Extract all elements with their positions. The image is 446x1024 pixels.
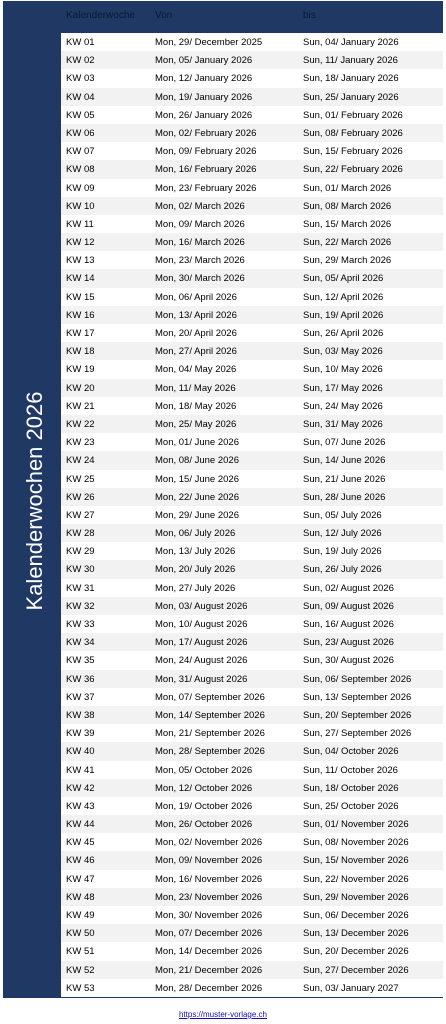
row-to: Sun, 29/ March 2026: [303, 255, 392, 267]
row-to: Sun, 15/ March 2026: [303, 218, 392, 230]
row-from: Mon, 16/ November 2026: [155, 873, 263, 885]
row-to: Sun, 24/ May 2026: [303, 400, 383, 412]
row-to: Sun, 08/ November 2026: [303, 837, 409, 849]
row-week: KW 05: [66, 109, 95, 121]
table-row: [61, 579, 443, 597]
row-week: KW 49: [66, 910, 95, 921]
row-to: Sun, 10/ May 2026: [303, 364, 383, 376]
row-from: Mon, 01/ June 2026: [155, 437, 239, 449]
row-week: KW 18: [66, 346, 95, 358]
row-from: Mon, 23/ February 2026: [155, 182, 257, 194]
table-row: [61, 651, 443, 669]
row-to: Sun, 25/ October 2026: [303, 800, 399, 812]
row-from: Mon, 12/ October 2026: [155, 782, 253, 794]
header-to: bis: [303, 10, 316, 21]
row-week: KW 52: [66, 964, 95, 976]
row-to: Sun, 13/ December 2026: [303, 928, 409, 940]
sidebar-title: Kalenderwochen 2026: [22, 391, 47, 611]
table-row: [61, 815, 443, 833]
row-week: KW 47: [66, 873, 95, 885]
row-week: KW 39: [66, 728, 95, 740]
row-from: Mon, 20/ April 2026: [155, 328, 237, 339]
row-to: Sun, 05/ July 2026: [303, 509, 382, 521]
row-week: KW 24: [66, 455, 95, 467]
table-row: [61, 51, 443, 69]
row-week: KW 26: [66, 491, 95, 503]
row-from: Mon, 13/ April 2026: [155, 309, 237, 321]
row-from: Mon, 09/ March 2026: [155, 218, 245, 230]
row-to: Sun, 03/ May 2026: [303, 346, 383, 358]
row-week: KW 40: [66, 746, 95, 758]
row-from: Mon, 21/ December 2026: [155, 964, 263, 976]
table-header: [61, 1, 443, 33]
row-to: Sun, 12/ April 2026: [303, 291, 384, 303]
row-from: Mon, 20/ July 2026: [155, 564, 236, 576]
row-from: Mon, 06/ July 2026: [155, 528, 236, 540]
row-week: KW 10: [66, 200, 95, 212]
row-to: Sun, 08/ March 2026: [303, 200, 392, 212]
row-to: Sun, 04/ October 2026: [303, 746, 399, 758]
row-from: Mon, 05/ October 2026: [155, 764, 253, 776]
row-week: KW 37: [66, 691, 95, 703]
row-to: Sun, 18/ October 2026: [303, 782, 399, 794]
row-to: Sun, 09/ August 2026: [303, 600, 394, 612]
table-row: [61, 942, 443, 960]
row-from: Mon, 21/ September 2026: [155, 728, 265, 740]
row-from: Mon, 30/ March 2026: [155, 273, 245, 285]
table-row: [61, 415, 443, 433]
table-row: [61, 33, 443, 51]
table-row: [61, 560, 443, 578]
table-row: [61, 779, 443, 797]
table-row: [61, 888, 443, 906]
row-from: Mon, 26/ October 2026: [155, 819, 253, 831]
table-row: [61, 706, 443, 724]
row-to: Sun, 01/ March 2026: [303, 182, 392, 194]
row-from: Mon, 23/ November 2026: [155, 891, 263, 903]
row-from: Mon, 16/ March 2026: [155, 237, 245, 249]
row-from: Mon, 09/ February 2026: [155, 146, 257, 158]
table-body: [61, 33, 443, 998]
table-row: [61, 470, 443, 488]
table-row: [61, 979, 443, 997]
row-week: KW 19: [66, 364, 95, 376]
table-row: [61, 851, 443, 869]
row-from: Mon, 07/ September 2026: [155, 691, 265, 703]
row-to: Sun, 02/ August 2026: [303, 582, 394, 594]
row-week: KW 42: [66, 782, 95, 794]
row-from: Mon, 28/ September 2026: [155, 746, 265, 758]
row-from: Mon, 23/ March 2026: [155, 255, 245, 267]
row-to: Sun, 19/ July 2026: [303, 546, 382, 558]
row-from: Mon, 27/ July 2026: [155, 582, 236, 594]
row-to: Sun, 05/ April 2026: [303, 273, 384, 285]
row-week: KW 50: [66, 928, 95, 940]
table-row: [61, 797, 443, 815]
table-row: [61, 688, 443, 706]
row-to: Sun, 16/ August 2026: [303, 619, 394, 630]
table-row: [61, 233, 443, 251]
table-row: [61, 597, 443, 615]
row-from: Mon, 19/ January 2026: [155, 91, 253, 103]
header-week: Kalenderwoche: [66, 10, 135, 21]
row-to: Sun, 08/ February 2026: [303, 127, 403, 139]
table-row: [61, 106, 443, 124]
row-week: KW 29: [66, 546, 95, 558]
row-week: KW 53: [66, 982, 95, 994]
row-to: Sun, 27/ September 2026: [303, 728, 412, 740]
table-row: [61, 542, 443, 560]
row-from: Mon, 18/ May 2026: [155, 400, 237, 412]
row-to: Sun, 06/ December 2026: [303, 910, 409, 921]
row-from: Mon, 05/ January 2026: [155, 55, 253, 67]
table-row: [61, 724, 443, 742]
header-from: Von: [155, 10, 173, 21]
row-from: Mon, 07/ December 2026: [155, 928, 263, 940]
row-week: KW 27: [66, 509, 95, 521]
table-row: [61, 670, 443, 688]
table-row: [61, 288, 443, 306]
table-row: [61, 451, 443, 469]
row-from: Mon, 13/ July 2026: [155, 546, 236, 558]
row-week: KW 32: [66, 600, 95, 612]
row-week: KW 51: [66, 946, 95, 958]
footer: [0, 1010, 446, 1019]
row-to: Sun, 22/ March 2026: [303, 237, 392, 249]
table-row: [61, 924, 443, 942]
row-week: KW 43: [66, 800, 95, 812]
row-from: Mon, 08/ June 2026: [155, 455, 239, 467]
row-week: KW 46: [66, 855, 95, 867]
footer-link[interactable]: https://muster-vorlage.ch: [178, 1010, 268, 1019]
row-to: Sun, 15/ November 2026: [303, 855, 409, 867]
row-week: KW 07: [66, 146, 95, 158]
row-week: KW 21: [66, 400, 95, 412]
row-from: Mon, 09/ November 2026: [155, 855, 263, 867]
row-to: Sun, 20/ September 2026: [303, 709, 412, 721]
row-to: Sun, 11/ January 2026: [303, 55, 398, 67]
table-row: [61, 251, 443, 269]
row-week: KW 35: [66, 655, 95, 667]
row-week: KW 16: [66, 309, 95, 321]
row-week: KW 33: [66, 619, 95, 630]
row-to: Sun, 18/ January 2026: [303, 73, 399, 85]
row-from: Mon, 22/ June 2026: [155, 491, 239, 503]
row-to: Sun, 25/ January 2026: [303, 91, 399, 103]
row-week: KW 34: [66, 637, 95, 649]
row-from: Mon, 12/ January 2026: [155, 73, 253, 85]
row-from: Mon, 29/ June 2026: [155, 509, 239, 521]
row-week: KW 14: [66, 273, 95, 285]
row-from: Mon, 14/ December 2026: [155, 946, 263, 958]
table-row: [61, 379, 443, 397]
row-to: Sun, 19/ April 2026: [303, 309, 384, 321]
table-row: [61, 269, 443, 287]
table-row: [61, 142, 443, 160]
row-from: Mon, 29/ December 2025: [155, 37, 263, 48]
row-to: Sun, 03/ January 2027: [303, 982, 399, 994]
table-row: [61, 742, 443, 760]
table-row: [61, 488, 443, 506]
row-week: KW 28: [66, 528, 95, 540]
table-row: [61, 433, 443, 451]
row-from: Mon, 19/ October 2026: [155, 800, 253, 812]
table-row: [61, 160, 443, 178]
row-to: Sun, 13/ September 2026: [303, 691, 412, 703]
row-week: KW 06: [66, 127, 95, 139]
row-from: Mon, 31/ August 2026: [155, 673, 248, 685]
row-from: Mon, 17/ August 2026: [155, 637, 248, 649]
sidebar-band: [3, 1, 61, 998]
table-row: [61, 324, 443, 342]
row-week: KW 01: [66, 37, 95, 48]
row-to: Sun, 22/ February 2026: [303, 164, 403, 176]
row-week: KW 03: [66, 73, 95, 85]
row-to: Sun, 07/ June 2026: [303, 437, 386, 449]
row-week: KW 48: [66, 891, 95, 903]
row-from: Mon, 02/ March 2026: [155, 200, 245, 212]
row-week: KW 38: [66, 709, 95, 721]
row-from: Mon, 26/ January 2026: [155, 109, 253, 121]
row-to: Sun, 28/ June 2026: [303, 491, 386, 503]
table-row: [61, 124, 443, 142]
row-week: KW 36: [66, 673, 95, 685]
row-week: KW 25: [66, 473, 95, 485]
table-row: [61, 342, 443, 360]
row-to: Sun, 30/ August 2026: [303, 655, 394, 667]
row-week: KW 17: [66, 328, 95, 339]
row-to: Sun, 23/ August 2026: [303, 637, 394, 649]
row-week: KW 09: [66, 182, 95, 194]
row-to: Sun, 29/ November 2026: [303, 891, 409, 903]
row-from: Mon, 14/ September 2026: [155, 709, 265, 721]
row-week: KW 44: [66, 819, 95, 831]
row-from: Mon, 28/ December 2026: [155, 982, 263, 994]
table-row: [61, 870, 443, 888]
row-to: Sun, 04/ January 2026: [303, 37, 399, 48]
row-week: KW 22: [66, 418, 95, 430]
row-week: KW 41: [66, 764, 95, 776]
row-to: Sun, 14/ June 2026: [303, 455, 386, 467]
row-week: KW 45: [66, 837, 95, 849]
table-row: [61, 961, 443, 979]
row-from: Mon, 10/ August 2026: [155, 619, 248, 630]
row-to: Sun, 21/ June 2026: [303, 473, 386, 485]
table-row: [61, 306, 443, 324]
row-from: Mon, 03/ August 2026: [155, 600, 248, 612]
row-to: Sun, 27/ December 2026: [303, 964, 409, 976]
row-to: Sun, 31/ May 2026: [303, 418, 383, 430]
table-row: [61, 197, 443, 215]
row-week: KW 30: [66, 564, 95, 576]
row-from: Mon, 30/ November 2026: [155, 910, 263, 921]
table-row: [61, 633, 443, 651]
row-week: KW 11: [66, 218, 94, 230]
row-to: Sun, 20/ December 2026: [303, 946, 409, 958]
row-from: Mon, 11/ May 2026: [155, 382, 236, 394]
row-week: KW 12: [66, 237, 95, 249]
row-to: Sun, 15/ February 2026: [303, 146, 403, 158]
row-to: Sun, 06/ September 2026: [303, 673, 412, 685]
row-to: Sun, 26/ April 2026: [303, 328, 384, 339]
row-from: Mon, 24/ August 2026: [155, 655, 248, 667]
row-week: KW 15: [66, 291, 95, 303]
row-week: KW 31: [66, 582, 95, 594]
table-row: [61, 397, 443, 415]
row-to: Sun, 17/ May 2026: [303, 382, 383, 394]
row-week: KW 02: [66, 55, 95, 67]
row-from: Mon, 25/ May 2026: [155, 418, 237, 430]
row-to: Sun, 01/ November 2026: [303, 819, 409, 831]
row-from: Mon, 02/ February 2026: [155, 127, 257, 139]
table-row: [61, 360, 443, 378]
row-to: Sun, 22/ November 2026: [303, 873, 409, 885]
row-week: KW 13: [66, 255, 95, 267]
row-from: Mon, 27/ April 2026: [155, 346, 237, 358]
row-to: Sun, 01/ February 2026: [303, 109, 403, 121]
row-week: KW 08: [66, 164, 95, 176]
table-row: [61, 69, 443, 87]
table-row: [61, 524, 443, 542]
table-row: [61, 88, 443, 106]
row-to: Sun, 11/ October 2026: [303, 764, 398, 776]
table-row: [61, 833, 443, 851]
table-row: [61, 906, 443, 924]
row-week: KW 20: [66, 382, 95, 394]
row-week: KW 04: [66, 91, 95, 103]
table-row: [61, 179, 443, 197]
row-week: KW 23: [66, 437, 95, 449]
table-row: [61, 761, 443, 779]
row-from: Mon, 15/ June 2026: [155, 473, 239, 485]
table-row: [61, 506, 443, 524]
row-to: Sun, 26/ July 2026: [303, 564, 382, 576]
row-from: Mon, 04/ May 2026: [155, 364, 237, 376]
row-from: Mon, 06/ April 2026: [155, 291, 237, 303]
row-from: Mon, 02/ November 2026: [155, 837, 263, 849]
row-from: Mon, 16/ February 2026: [155, 164, 257, 176]
row-to: Sun, 12/ July 2026: [303, 528, 382, 540]
table-row: [61, 615, 443, 633]
table-row: [61, 215, 443, 233]
